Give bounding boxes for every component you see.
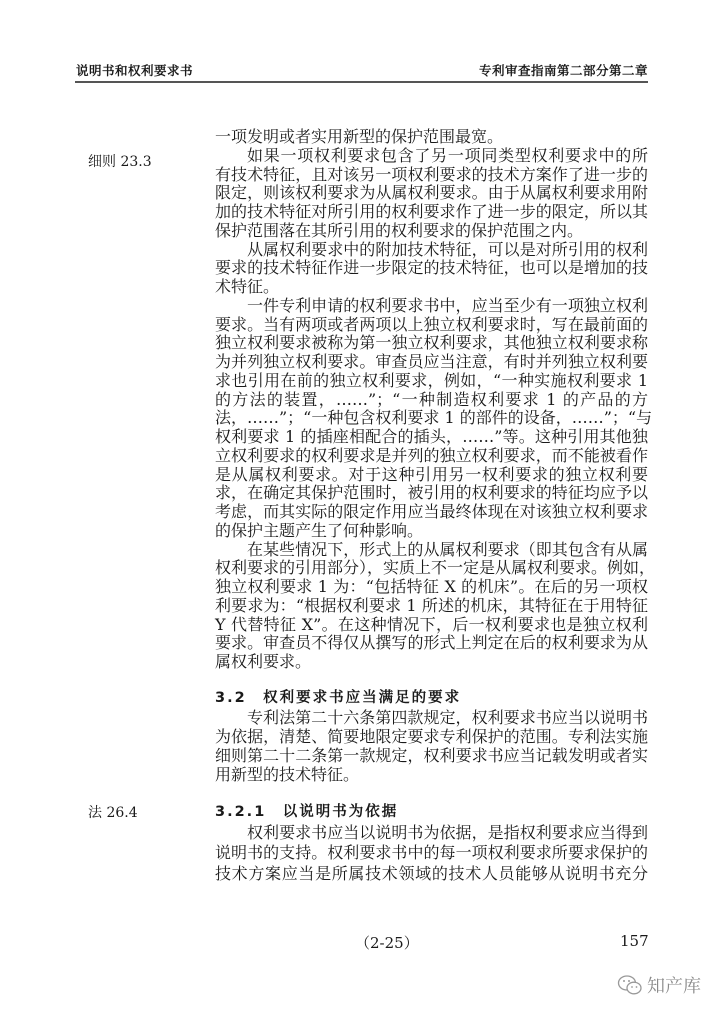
watermark-text: 知产库 xyxy=(647,976,701,997)
text-line: 加的技术特征对所引用的权利要求作了进一步的限定，所以其 xyxy=(215,202,648,221)
text-line: 为并列独立权利要求。审查员应当注意，有时并列独立权利要 xyxy=(215,352,648,371)
text-line: 从属权利要求中的附加技术特征，可以是对所引用的权利 xyxy=(247,239,648,259)
section-body xyxy=(215,823,648,885)
section-body xyxy=(215,708,648,784)
text-line: 的保护主题产生了何种影响。 xyxy=(215,520,424,540)
text-line: Y 代替特征 X”。在这种情况下，后一权利要求也是独立权利 xyxy=(215,614,648,634)
text-line: 要求。审查员不得仅从撰写的形式上判定在后的权利要求为从 xyxy=(215,633,648,653)
text-line: 限定，则该权利要求为从属权利要求。由于从属权利要求用附 xyxy=(215,183,648,203)
body-text-block xyxy=(215,127,656,672)
text-line: 一件专利申请的权利要求书中，应当至少有一项独立权利 xyxy=(247,295,648,315)
section-page-label: （2-25） xyxy=(355,934,419,952)
text-line: 细则第二十二条第一款规定，权利要求书应当记载发明或者实 xyxy=(215,746,648,765)
text-line: 权利要求书应当以说明书为依据，是指权利要求应当得到 xyxy=(247,822,648,842)
text-line: 独立权利要求被称为第一独立权利要求，其他独立权利要求称 xyxy=(215,333,648,353)
text-line: 有技术特征，且对该另一项权利要求的技术方案作了进一步的 xyxy=(215,164,648,184)
text-line: 的方法的装置，……”；“一种制造权利要求 1 的产品的方 xyxy=(215,389,648,409)
text-line: 术特征。 xyxy=(215,277,280,296)
text-line: 一项发明或者实用新型的保护范围最宽。 xyxy=(215,127,504,146)
running-header-right: 专利审查指南第二部分第二章 xyxy=(478,63,648,78)
text-line: 独立权利要求 1 为：“包括特征 X 的机床”。在后的另一项权 xyxy=(215,577,648,596)
section-3-2 xyxy=(215,688,648,784)
text-line: 为依据，清楚、简要地限定要求专利保护的范围。专利法实施 xyxy=(215,727,648,746)
text-line: 利要求为：“根据权利要求 1 所述的机床，其特征在于用特征 xyxy=(215,595,648,615)
wechat-icon xyxy=(617,974,643,996)
section-3-2-1 xyxy=(215,802,648,884)
text-line: 权利要求的引用部分），实质上不一定是从属权利要求。例如， xyxy=(215,558,656,578)
text-line: 要求。当有两项或者两项以上独立权利要求时，写在最前面的 xyxy=(215,314,648,334)
text-line: 专利法第二十六条第四款规定，权利要求书应当以说明书 xyxy=(247,708,648,727)
margin-note-law-26-4: 法 26.4 xyxy=(88,805,138,821)
header-rule xyxy=(75,81,648,83)
text-line: 求也引用在前的独立权利要求，例如，“一种实施权利要求 1 xyxy=(215,370,648,390)
text-line: 在某些情况下，形式上的从属权利要求（即其包含有从属 xyxy=(247,539,648,559)
text-line: 如果一项权利要求包含了另一项同类型权利要求中的所 xyxy=(247,145,648,165)
text-line: 技术方案应当是所属技术领域的技术人员能够从说明书充分 xyxy=(215,863,648,883)
text-line: 要求的技术特征作进一步限定的技术特征，也可以是增加的技 xyxy=(215,258,648,278)
text-line: 法，……”；“一种包含权利要求 1 的部件的设备，……”；“与 xyxy=(215,408,653,428)
page-number: 157 xyxy=(620,932,649,950)
text-line: 立权利要求的权利要求是并列的独立权利要求，而不能被看作 xyxy=(215,445,648,465)
text-line: 用新型的技术特征。 xyxy=(215,765,360,784)
section-heading: 3.2 权利要求书应当满足的要求 xyxy=(215,690,462,706)
running-header-left: 说明书和权利要求书 xyxy=(76,63,194,78)
text-line: 保护范围落在其所引用的权利要求的保护范围之内。 xyxy=(215,220,584,240)
text-line: 是从属权利要求。对于这种引用另一权利要求的独立权利要 xyxy=(215,464,648,484)
text-line: 权利要求 1 的插座相配合的插头，……”等。这种引用其他独 xyxy=(215,427,648,446)
text-line: 考虑，而其实际的限定作用应当最终体现在对该独立权利要求 xyxy=(215,502,648,521)
text-line: 求，在确定其保护范围时，被引用的权利要求的特征均应予以 xyxy=(215,483,648,503)
text-line: 属权利要求。 xyxy=(215,652,312,671)
text-line: 说明书的支持。权利要求书中的每一项权利要求所要求保护的 xyxy=(215,843,648,862)
watermark xyxy=(617,972,701,998)
section-heading: 3.2.1 以说明书为依据 xyxy=(215,804,399,820)
margin-note-rule-23-3: 细则 23.3 xyxy=(88,154,152,170)
